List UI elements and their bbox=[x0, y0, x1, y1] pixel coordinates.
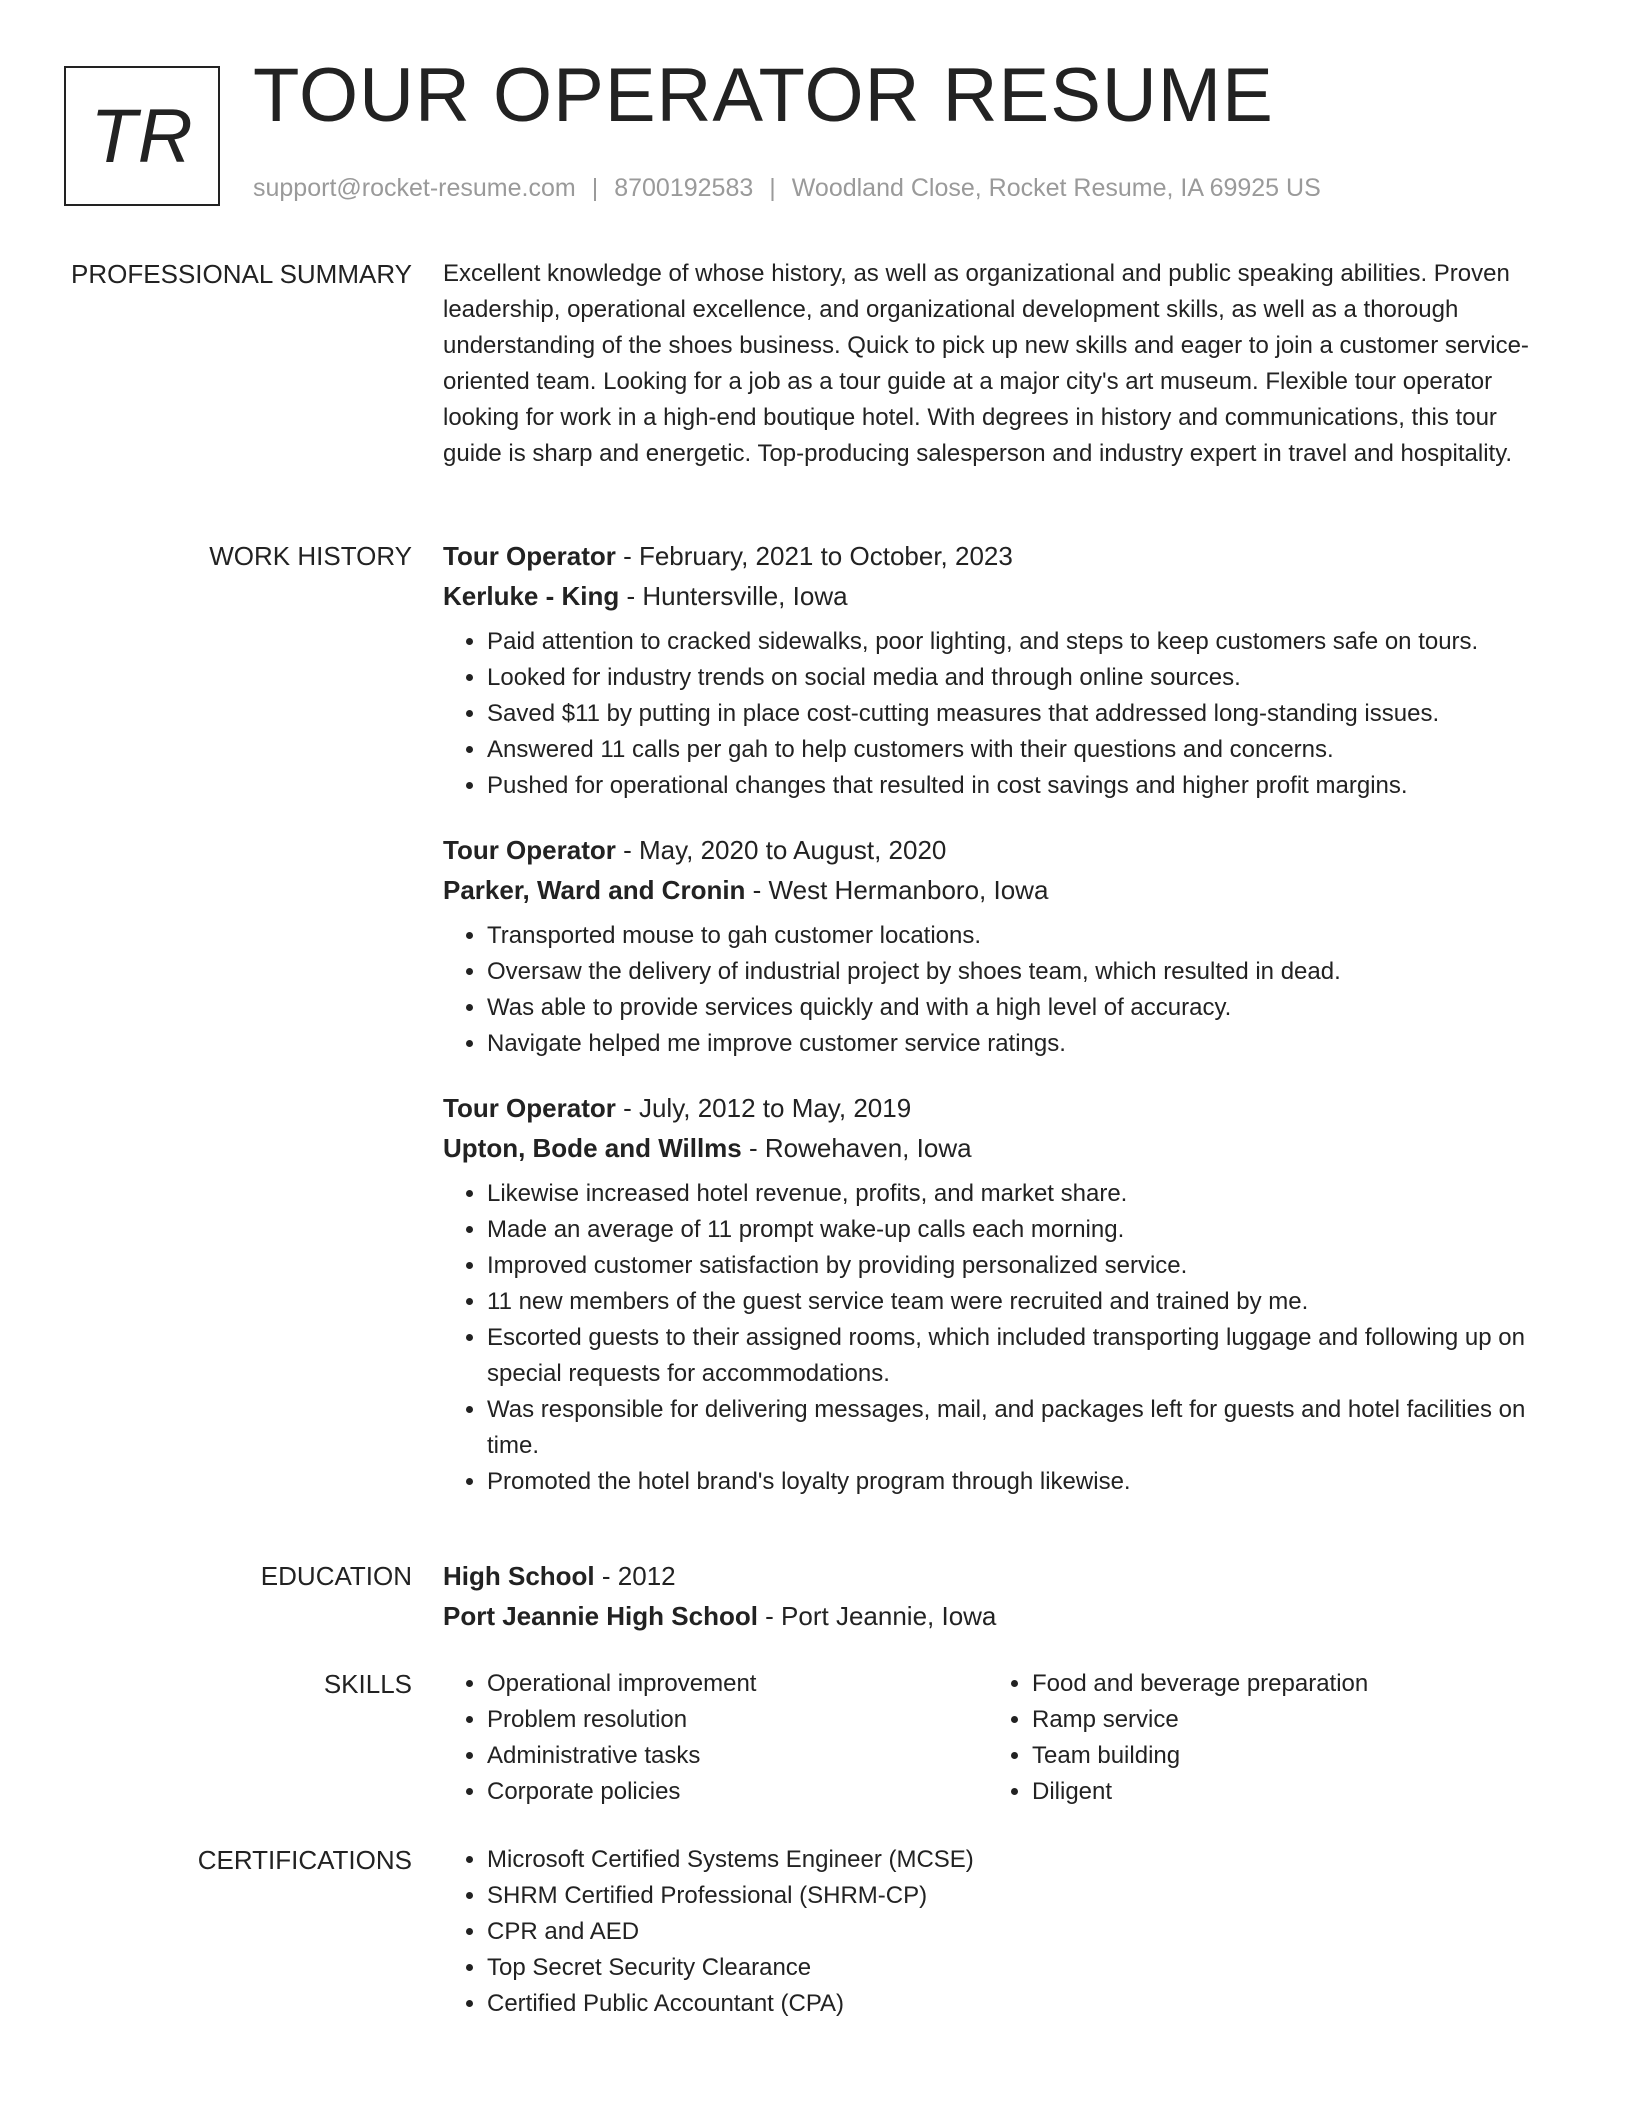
list-item: • Top Secret Security Clearance bbox=[487, 1950, 1543, 1986]
list-item: • Navigate helped me improve customer service ratings. bbox=[487, 1026, 1543, 1062]
education-year: - 2012 bbox=[594, 1561, 676, 1591]
section-label: SKILLS bbox=[323, 1669, 412, 1699]
education-school: Port Jeannie High School bbox=[443, 1601, 758, 1631]
list-item: • Microsoft Certified Systems Engineer (MCSE) bbox=[487, 1842, 1543, 1878]
list-item: • Was responsible for delivering messages, mail, and packages left for guests and hotel facilities on time. bbox=[487, 1392, 1543, 1464]
list-item: • Paid attention to cracked sidewalks, poor lighting, and steps to keep customers safe on tours. bbox=[487, 624, 1543, 660]
job-heading bbox=[443, 1088, 1543, 1128]
list-item: • Team building bbox=[1032, 1738, 1533, 1774]
job-entry bbox=[443, 1088, 1543, 1500]
education-degree: High School bbox=[443, 1561, 595, 1591]
job-title: Tour Operator bbox=[443, 835, 616, 865]
list-item: • CPR and AED bbox=[487, 1914, 1543, 1950]
list-item: • Administrative tasks bbox=[487, 1738, 988, 1774]
list-item: • Transported mouse to gah customer locations. bbox=[487, 918, 1543, 954]
job-company: Parker, Ward and Cronin bbox=[443, 875, 746, 905]
skills-list-left bbox=[443, 1666, 988, 1810]
summary-text: Excellent knowledge of whose history, as well as organizational and public speaking abilities. Proven leadership, operational excellence, and organizational development skills, as well as a thorough understanding of the shoes business. Quick to pick up new skills and eager to join a customer service-oriented team. Looking for a job as a tour guide at a major city's art museum. Flexible tour operator looking for work in a high-end boutique hotel. With degrees in history and communications, this tour guide is sharp and energetic. Top-producing salesperson and industry expert in travel and hospitality. bbox=[443, 260, 1529, 467]
education-body bbox=[443, 1556, 1543, 1636]
skills-body bbox=[443, 1666, 1543, 1810]
monogram-initials: TR bbox=[90, 93, 194, 179]
section-label: EDUCATION bbox=[260, 1561, 412, 1591]
contact-email[interactable]: support@rocket-resume.com bbox=[253, 174, 576, 202]
list-item: • Pushed for operational changes that resulted in cost savings and higher profit margins. bbox=[487, 768, 1543, 804]
job-bullets bbox=[443, 918, 1543, 1062]
job-dates: - July, 2012 to May, 2019 bbox=[615, 1093, 912, 1123]
job-bullets bbox=[443, 624, 1543, 804]
section-label: WORK HISTORY bbox=[209, 541, 412, 571]
contact-address: Woodland Close, Rocket Resume, IA 69925 US bbox=[791, 174, 1321, 202]
contact-separator: | bbox=[769, 174, 776, 202]
education-school-line bbox=[443, 1596, 1543, 1636]
job-employer bbox=[443, 1128, 1543, 1168]
education-heading bbox=[443, 1556, 1543, 1596]
list-item: • 11 new members of the guest service team were recruited and trained by me. bbox=[487, 1284, 1543, 1320]
list-item: • Ramp service bbox=[1032, 1702, 1533, 1738]
job-company: Kerluke - King bbox=[443, 581, 620, 611]
work-history-body bbox=[443, 536, 1543, 1500]
certifications-list bbox=[443, 1842, 1543, 2022]
section-label: CERTIFICATIONS bbox=[197, 1845, 412, 1875]
skills-list-right bbox=[988, 1666, 1533, 1810]
job-employer bbox=[443, 576, 1543, 616]
list-item: • Made an average of 11 prompt wake-up calls each morning. bbox=[487, 1212, 1543, 1248]
list-item: • Problem resolution bbox=[487, 1702, 988, 1738]
job-company: Upton, Bode and Willms bbox=[443, 1133, 742, 1163]
list-item: • Diligent bbox=[1032, 1774, 1533, 1810]
summary-body bbox=[443, 256, 1543, 472]
list-item: • SHRM Certified Professional (SHRM-CP) bbox=[487, 1878, 1543, 1914]
list-item: • Corporate policies bbox=[487, 1774, 988, 1810]
job-employer bbox=[443, 870, 1543, 910]
list-item: • Promoted the hotel brand's loyalty program through likewise. bbox=[487, 1464, 1543, 1500]
job-dates: - May, 2020 to August, 2020 bbox=[615, 835, 947, 865]
job-entry bbox=[443, 536, 1543, 804]
list-item: • Escorted guests to their assigned rooms, which included transporting luggage and following up on special requests for accommodations. bbox=[487, 1320, 1543, 1392]
monogram-badge bbox=[64, 66, 220, 206]
job-dates: - February, 2021 to October, 2023 bbox=[615, 541, 1013, 571]
list-item: • Certified Public Accountant (CPA) bbox=[487, 1986, 1543, 2022]
education-location: - Port Jeannie, Iowa bbox=[757, 1601, 997, 1631]
job-location: - Rowehaven, Iowa bbox=[741, 1133, 972, 1163]
list-item: • Saved $11 by putting in place cost-cutting measures that addressed long-standing issues. bbox=[487, 696, 1543, 732]
job-location: - Huntersville, Iowa bbox=[619, 581, 848, 611]
section-label: PROFESSIONAL SUMMARY bbox=[71, 259, 412, 289]
job-heading bbox=[443, 830, 1543, 870]
list-item: • Operational improvement bbox=[487, 1666, 988, 1702]
job-heading bbox=[443, 536, 1543, 576]
list-item: • Looked for industry trends on social media and through online sources. bbox=[487, 660, 1543, 696]
list-item: • Oversaw the delivery of industrial project by shoes team, which resulted in dead. bbox=[487, 954, 1543, 990]
list-item: • Answered 11 calls per gah to help customers with their questions and concerns. bbox=[487, 732, 1543, 768]
job-location: - West Hermanboro, Iowa bbox=[745, 875, 1049, 905]
list-item: • Food and beverage preparation bbox=[1032, 1666, 1533, 1702]
list-item: • Was able to provide services quickly and with a high level of accuracy. bbox=[487, 990, 1543, 1026]
list-item: • Improved customer satisfaction by providing personalized service. bbox=[487, 1248, 1543, 1284]
resume-title: TOUR OPERATOR RESUME bbox=[253, 53, 1274, 138]
contact-separator: | bbox=[591, 174, 599, 202]
certifications-body bbox=[443, 1842, 1543, 2022]
job-entry bbox=[443, 830, 1543, 1062]
contact-phone[interactable]: 8700192583 bbox=[614, 174, 754, 202]
job-title: Tour Operator bbox=[443, 541, 616, 571]
contact-line bbox=[253, 174, 1321, 203]
job-title: Tour Operator bbox=[443, 1093, 616, 1123]
job-bullets bbox=[443, 1176, 1543, 1500]
list-item: • Likewise increased hotel revenue, profits, and market share. bbox=[487, 1176, 1543, 1212]
